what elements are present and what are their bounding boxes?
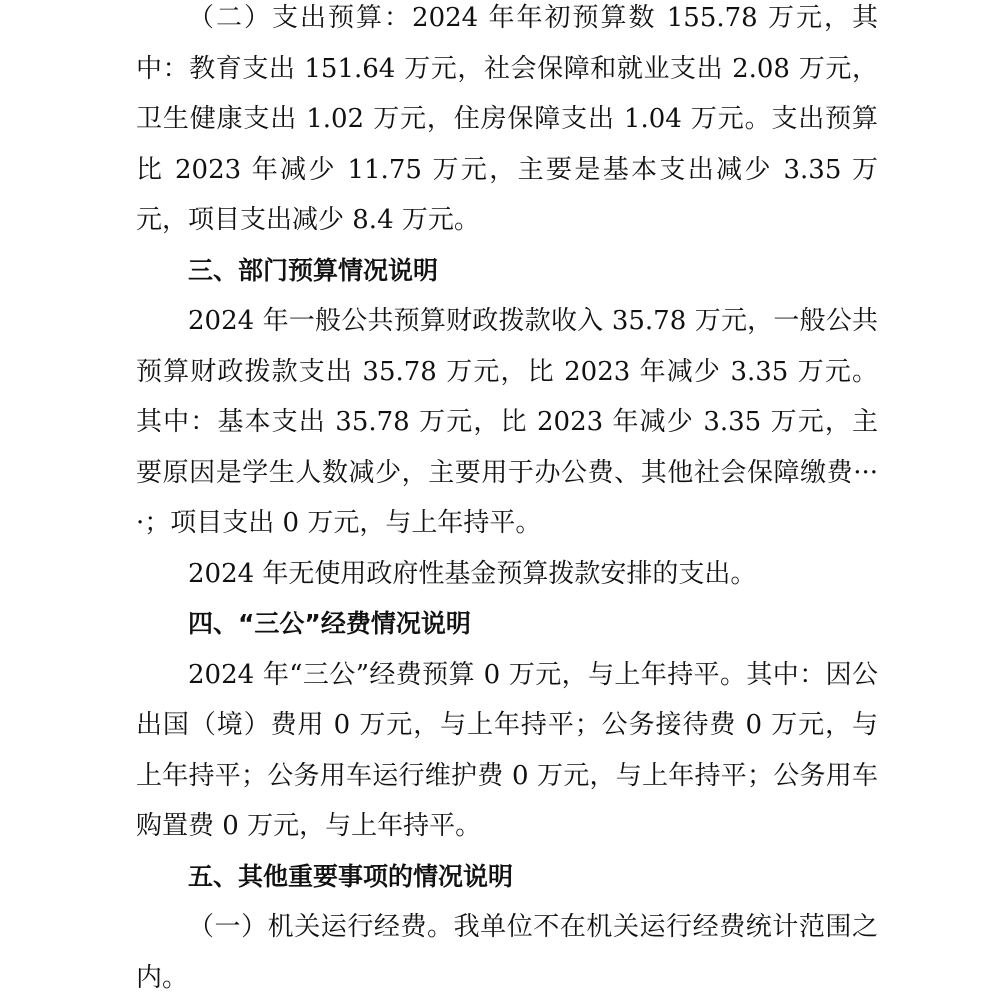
paragraph-expenditure-budget: （二）支出预算：2024 年年初预算数 155.78 万元，其中：教育支出 151.64 万元，社会保障和就业支出 2.08 万元，卫生健康支出 1.02 万元，住房保障支出 1.04 万元。支出预算比 2023 年减少 11.75 万元，主要是基本支出减少 3.35 万元，项目支出减少 8.4 万元。 (136, 3, 878, 235)
document-body (136, 0, 878, 1003)
heading-department-budget: 三、部门预算情况说明 (188, 255, 439, 285)
heading-three-public-expenses: 四、“三公”经费情况说明 (188, 609, 471, 638)
paragraph-operating-expenses: （一）机关运行经费。我单位不在机关运行经费统计范围之内。 (136, 912, 878, 993)
paragraph-three-public-expenses: 2024 年“三公”经费预算 0 万元，与上年持平。其中：因公出国（境）费用 0 万元，与上年持平；公务接待费 0 万元，与上年持平；公务用车运行维护费 0 万元，与上年持平；公务用车购置费 0 万元，与上年持平。 (136, 659, 878, 841)
heading-other-matters: 五、其他重要事项的情况说明 (188, 861, 514, 891)
paragraph-general-budget: 2024 年一般公共预算财政拨款收入 35.78 万元，一般公共预算财政拨款支出 35.78 万元，比 2023 年减少 3.35 万元。其中：基本支出 35.78 万元，比 2023 年减少 3.35 万元，主要原因是学生人数减少，主要用于办公费、其他社会保障缴费····；项目支出 0 万元，与上年持平。 (136, 306, 878, 538)
paragraph-government-fund: 2024 年无使用政府性基金预算拨款安排的支出。 (188, 558, 757, 589)
